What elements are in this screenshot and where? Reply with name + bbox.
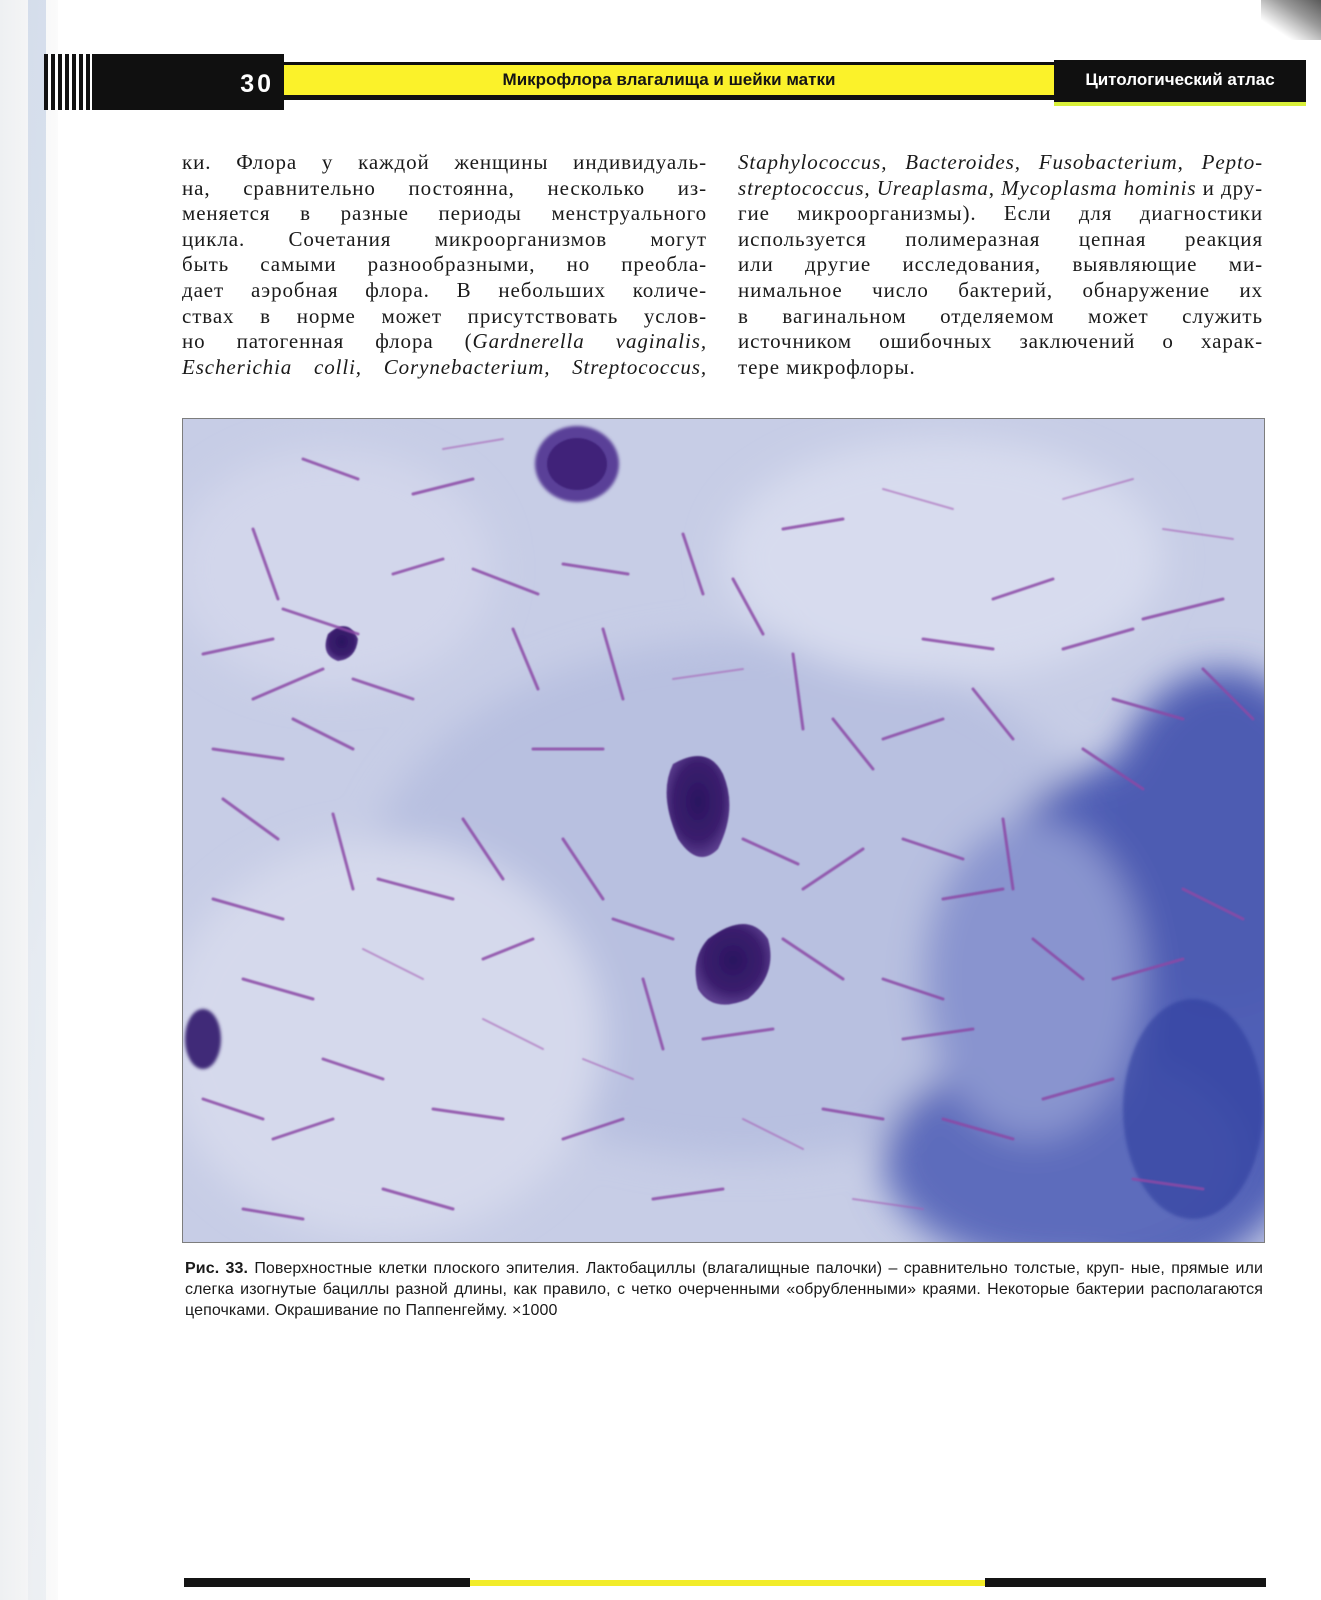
text-run: но патогенная флора ( bbox=[182, 329, 473, 354]
text-line: используется полимеразная цепная реакция bbox=[738, 226, 1263, 251]
page-number-box bbox=[92, 54, 284, 110]
text-line: быть самыми разнообразными, но преобла- bbox=[182, 252, 707, 277]
species-name-italic: streptococcus, Ureaplasma, Mycoplasma hominis bbox=[738, 175, 1197, 200]
text-line bbox=[182, 355, 707, 381]
footer-rule-left bbox=[184, 1578, 470, 1587]
micrograph-image bbox=[183, 419, 1265, 1243]
text-line: дает аэробная флора. В небольших количе- bbox=[182, 277, 707, 302]
text-run: и дру- bbox=[1196, 175, 1263, 200]
book-title-box bbox=[1054, 60, 1306, 102]
text-line: на, сравнительно постоянна, несколько из- bbox=[182, 175, 707, 200]
figure-caption-text: Поверхностные клетки плоского эпителия. Лактобациллы (влагалищные палочки) – сравнительно толстые, круп- ные, прямые или слегка изогнутые бациллы разной длины, как правило, с четко очерченными «обрубленными» краями. Некоторые бактерии располагаются цепочками. Окрашивание по Паппенгейму. ×1000 bbox=[185, 1260, 1264, 1319]
chapter-title: Микрофлора влагалища и шейки матки bbox=[502, 70, 836, 89]
text-line: тере микрофлоры. bbox=[738, 354, 916, 379]
text-line bbox=[182, 329, 707, 355]
text-line: в вагинальном отделяемом может служить bbox=[738, 303, 1263, 328]
species-name-italic: Gardnerella vaginalis, bbox=[472, 329, 708, 354]
text-line: гие микроорганизмы). Если для диагностики bbox=[738, 201, 1263, 226]
scan-corner-shadow bbox=[1261, 0, 1321, 40]
chapter-title-bar bbox=[284, 62, 1054, 100]
book-title: Цитологический атлас bbox=[1085, 70, 1275, 89]
text-line: ствах в норме может присутствовать услов- bbox=[182, 303, 707, 328]
text-column-right bbox=[738, 150, 1263, 380]
text-line: меняется в разные периоды менструального bbox=[182, 201, 707, 226]
text-line: или другие исследования, выявляющие ми- bbox=[738, 252, 1263, 277]
page-edge-shadow bbox=[0, 0, 58, 1600]
text-line bbox=[738, 176, 1263, 202]
book-title-underline bbox=[1054, 102, 1306, 106]
footer-rule bbox=[184, 1578, 1266, 1587]
text-line: нимальное число бактерий, обнаружение их bbox=[738, 277, 1263, 302]
text-line: цикла. Сочетания микроорганизмов могут bbox=[182, 226, 707, 251]
text-line bbox=[738, 150, 1263, 176]
header-tick-marks bbox=[44, 54, 92, 110]
text-line: ки. Флора у каждой женщины индивидуаль- bbox=[182, 150, 707, 174]
species-name-italic: Escherichia colli, Corynebacterium, Streptococcus, bbox=[182, 354, 707, 379]
running-header bbox=[44, 54, 1275, 110]
page-edge-stripe bbox=[28, 0, 46, 1600]
footer-rule-right bbox=[985, 1578, 1266, 1587]
figure-caption bbox=[185, 1258, 1263, 1321]
figure-label: Рис. 33. bbox=[185, 1260, 249, 1277]
footer-rule-middle bbox=[470, 1580, 985, 1586]
text-line: источником ошибочных заключений о харак- bbox=[738, 329, 1263, 354]
micrograph-figure bbox=[182, 418, 1265, 1243]
species-name-italic: Staphylococcus, Bacteroides, Fusobacterium, Pepto- bbox=[738, 150, 1263, 174]
page-number: 30 bbox=[240, 70, 274, 98]
text-column-left bbox=[182, 150, 707, 380]
